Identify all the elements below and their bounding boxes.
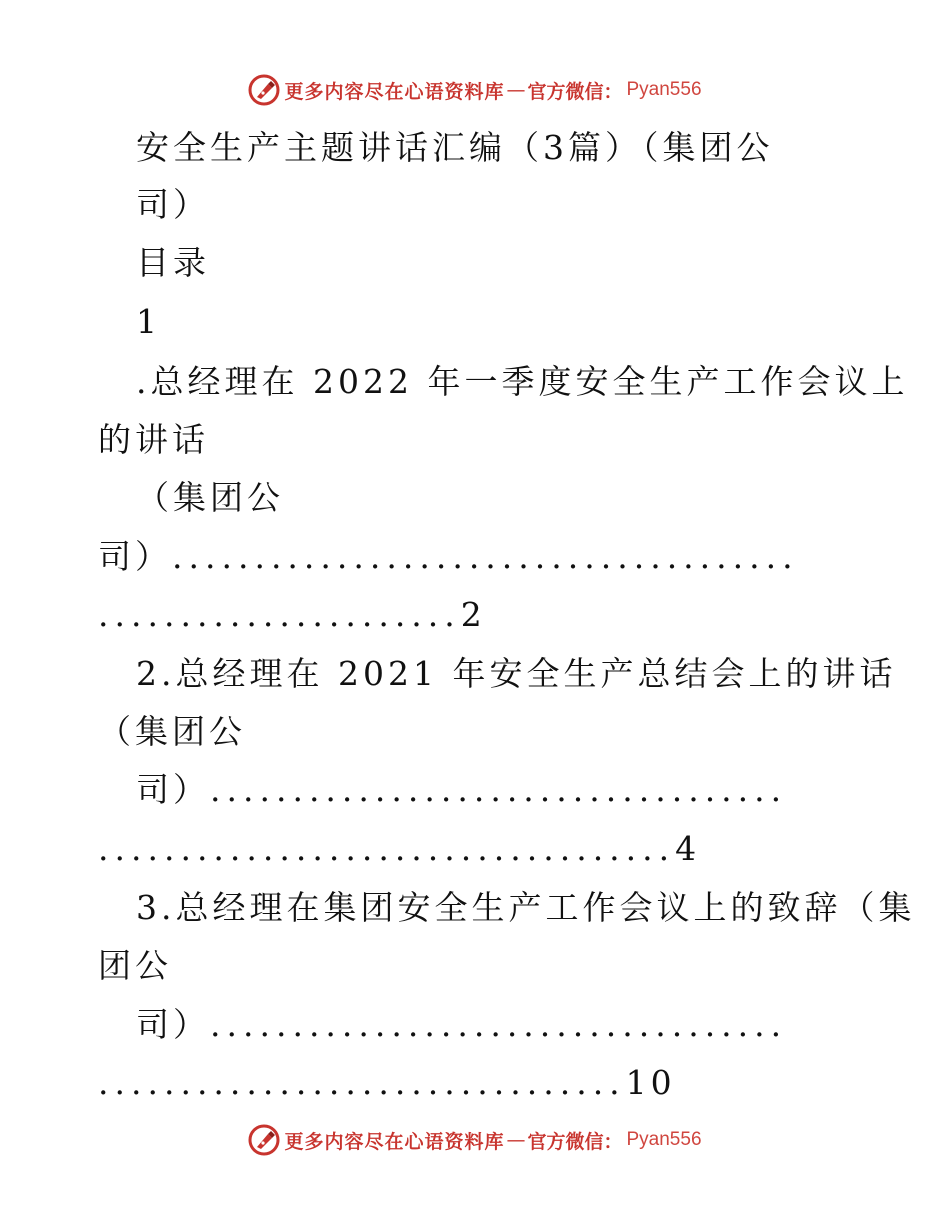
toc-entry-2-leader-dots-2: ................................... [98,829,676,868]
document-title-line-1: 安全生产主题讲话汇编（3篇）（集团公 [136,128,774,167]
banner-text: 更多内容尽在心语资料库 [284,80,505,103]
toc-entry-3-org-cont: 司）................................... [136,1005,788,1044]
footer-banner [0,1120,950,1160]
toc-entry-2-page: 4 [675,829,701,868]
toc-entry-2-page-line [98,829,700,869]
toc-entry-3-page: 10 [625,1063,676,1102]
banner-wechat-id: Pyan556 [626,1129,702,1150]
toc-entry-1-title-cont: 的讲话 [98,420,209,459]
toc-entry-3-leader-dots: ................................... [210,1005,788,1044]
toc-entry-2-title: 2.总经理在 2021 年安全生产总结会上的讲话 [136,654,897,693]
pen-nib-logo-icon [248,1124,280,1156]
toc-entry-3-leader-dots-2: ................................ [98,1063,626,1102]
toc-entry-3-org: 团公 [98,946,172,985]
toc-entry-1-title: .总经理在 2022 年一季度安全生产工作会议上 [136,362,909,401]
pen-nib-logo-icon [248,74,280,106]
toc-entry-3-title: 3.总经理在集团安全生产工作会议上的致辞（集 [136,888,916,927]
banner-separator: — [506,79,526,101]
toc-heading: 目录 [136,243,210,282]
banner-wechat-id: Pyan556 [626,79,702,100]
banner-separator: — [506,1129,526,1151]
toc-entry-3-page-line [98,1063,676,1103]
banner-wechat-label: 官方微信： [527,1130,623,1153]
toc-entry-1-leader-dots-2: ...................... [98,595,461,634]
toc-entry-1-page-line [98,595,486,635]
banner-wechat-label: 官方微信： [527,80,623,103]
toc-entry-1-org-cont: 司）...................................... [98,537,799,576]
document-title-line-2: 司） [136,185,210,224]
toc-entry-1-leader-dots: ...................................... [172,537,799,576]
toc-entry-1-number: 1 [136,302,161,341]
toc-entry-1-page: 2 [460,595,486,634]
banner-text: 更多内容尽在心语资料库 [284,1130,505,1153]
header-banner [0,70,950,110]
toc-entry-1-org: （集团公 [136,478,284,517]
toc-entry-2-leader-dots: ................................... [210,770,788,809]
toc-entry-2-org: （集团公 [98,712,246,751]
toc-entry-2-org-cont: 司）................................... [136,770,788,809]
